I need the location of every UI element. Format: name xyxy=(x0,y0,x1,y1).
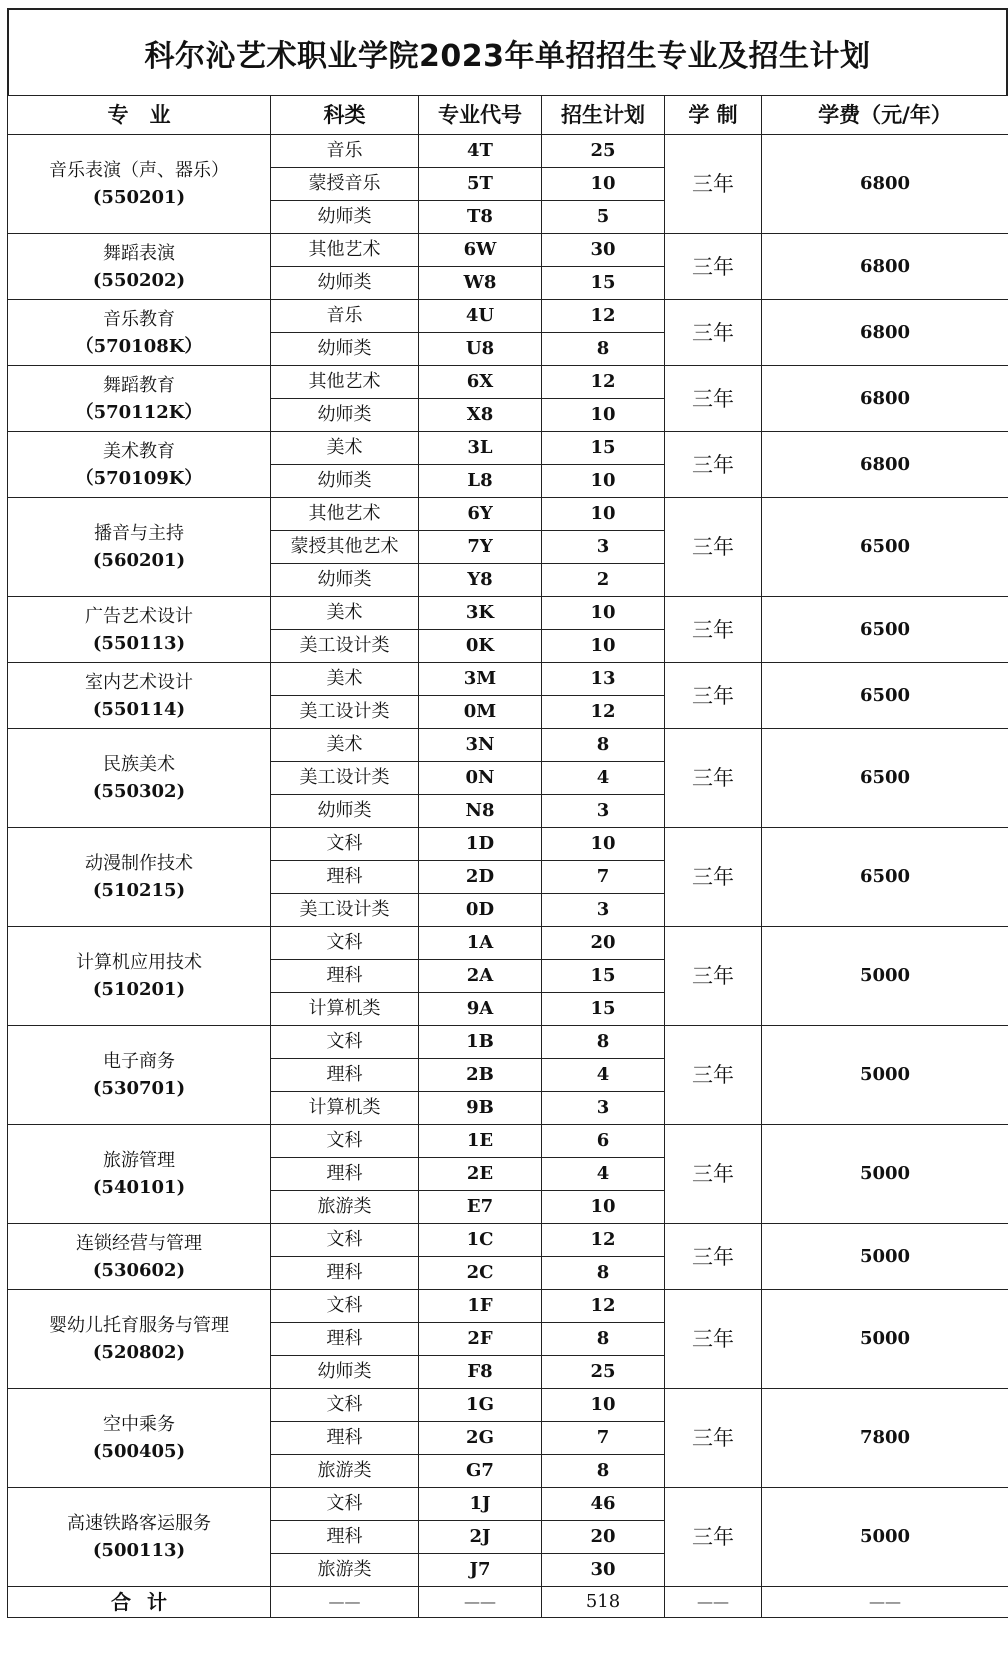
category-cell: 理科 xyxy=(271,1521,419,1554)
major-code-cell: 2C xyxy=(419,1257,542,1290)
major-name: 音乐表演（声、器乐） xyxy=(49,160,229,181)
category-cell: 蒙授音乐 xyxy=(271,168,419,201)
category-cell: 理科 xyxy=(271,1422,419,1455)
plan-cell: 12 xyxy=(542,1290,665,1323)
plan-cell: 8 xyxy=(542,333,665,366)
major-cell xyxy=(8,366,271,432)
total-tuition: —— xyxy=(762,1587,1008,1618)
major-name: 电子商务 xyxy=(103,1051,175,1072)
header-plan: 招生计划 xyxy=(542,96,665,135)
table-row xyxy=(8,135,1008,168)
major-name: 舞蹈表演 xyxy=(103,242,175,264)
tuition-cell: 6500 xyxy=(762,498,1008,597)
major-cell xyxy=(8,432,271,498)
category-cell: 理科 xyxy=(271,1323,419,1356)
plan-cell: 10 xyxy=(542,1191,665,1224)
category-cell: 文科 xyxy=(271,1026,419,1059)
plan-cell: 3 xyxy=(542,531,665,564)
major-code-cell: Y8 xyxy=(419,564,542,597)
plan-cell: 30 xyxy=(542,1554,665,1587)
major-code-number: （570108K） xyxy=(75,335,203,357)
plan-cell: 13 xyxy=(542,663,665,696)
category-cell: 幼师类 xyxy=(271,267,419,300)
table-row xyxy=(8,432,1008,465)
table-row xyxy=(8,300,1008,333)
table-row xyxy=(8,828,1008,861)
category-cell: 计算机类 xyxy=(271,1092,419,1125)
major-code-number: (550302) xyxy=(92,781,186,802)
plan-cell: 30 xyxy=(542,234,665,267)
plan-cell: 12 xyxy=(542,1224,665,1257)
major-cell xyxy=(8,498,271,597)
major-code-cell: 2J xyxy=(419,1521,542,1554)
major-cell xyxy=(8,828,271,927)
major-code-cell: 5T xyxy=(419,168,542,201)
category-cell: 计算机类 xyxy=(271,993,419,1026)
tuition-cell: 6800 xyxy=(762,300,1008,366)
duration-cell: 三年 xyxy=(665,432,762,498)
plan-cell: 46 xyxy=(542,1488,665,1521)
table-row xyxy=(8,234,1008,267)
plan-cell: 2 xyxy=(542,564,665,597)
major-code-cell: 2F xyxy=(419,1323,542,1356)
major-name: 动漫制作技术 xyxy=(85,853,193,874)
major-cell xyxy=(8,300,271,366)
duration-cell: 三年 xyxy=(665,1290,762,1389)
plan-cell: 10 xyxy=(542,1389,665,1422)
major-code-cell: 7Y xyxy=(419,531,542,564)
major-code-number: (550202) xyxy=(92,269,186,291)
major-cell xyxy=(8,1389,271,1488)
duration-cell: 三年 xyxy=(665,300,762,366)
category-cell: 幼师类 xyxy=(271,795,419,828)
plan-cell: 25 xyxy=(542,135,665,168)
tuition-cell: 6500 xyxy=(762,729,1008,828)
category-cell: 美术 xyxy=(271,432,419,465)
table-row xyxy=(8,1125,1008,1158)
total-label: 合计 xyxy=(8,1587,271,1618)
major-code-cell: 2E xyxy=(419,1158,542,1191)
plan-cell: 8 xyxy=(542,1455,665,1488)
major-code-cell: 3M xyxy=(419,663,542,696)
plan-cell: 5 xyxy=(542,201,665,234)
total-plan: 518 xyxy=(542,1587,665,1618)
major-name: 空中乘务 xyxy=(103,1414,175,1435)
header-tuition: 学费（元/年） xyxy=(762,96,1008,135)
major-name: 舞蹈教育 xyxy=(103,374,175,396)
major-code-cell: U8 xyxy=(419,333,542,366)
category-cell: 幼师类 xyxy=(271,465,419,498)
category-cell: 理科 xyxy=(271,1059,419,1092)
table-row xyxy=(8,366,1008,399)
major-code-cell: 2G xyxy=(419,1422,542,1455)
plan-cell: 10 xyxy=(542,597,665,630)
plan-cell: 8 xyxy=(542,1026,665,1059)
duration-cell: 三年 xyxy=(665,663,762,729)
plan-cell: 12 xyxy=(542,696,665,729)
plan-cell: 10 xyxy=(542,630,665,663)
duration-cell: 三年 xyxy=(665,1389,762,1488)
major-name: 民族美术 xyxy=(103,754,175,775)
total-duration: —— xyxy=(665,1587,762,1618)
category-cell: 音乐 xyxy=(271,300,419,333)
category-cell: 文科 xyxy=(271,927,419,960)
major-code-cell: 1B xyxy=(419,1026,542,1059)
tuition-cell: 7800 xyxy=(762,1389,1008,1488)
major-cell xyxy=(8,1125,271,1224)
plan-cell: 4 xyxy=(542,1059,665,1092)
major-name: 美术教育 xyxy=(103,440,175,462)
major-name: 高速铁路客运服务 xyxy=(67,1513,211,1534)
major-code-cell: N8 xyxy=(419,795,542,828)
duration-cell: 三年 xyxy=(665,1224,762,1290)
category-cell: 旅游类 xyxy=(271,1191,419,1224)
duration-cell: 三年 xyxy=(665,927,762,1026)
category-cell: 幼师类 xyxy=(271,333,419,366)
table-row xyxy=(8,1488,1008,1521)
plan-cell: 3 xyxy=(542,894,665,927)
major-code-cell: 1E xyxy=(419,1125,542,1158)
tuition-cell: 5000 xyxy=(762,1290,1008,1389)
header-major-code: 专业代号 xyxy=(419,96,542,135)
category-cell: 美术 xyxy=(271,663,419,696)
major-code-number: （570112K） xyxy=(75,401,203,423)
plan-cell: 3 xyxy=(542,1092,665,1125)
header-major: 专 业 xyxy=(8,96,271,135)
total-category: —— xyxy=(271,1587,419,1618)
major-code-number: (500405) xyxy=(92,1441,186,1462)
plan-cell: 15 xyxy=(542,960,665,993)
major-code-cell: 4T xyxy=(419,135,542,168)
major-code-number: (510201) xyxy=(92,979,186,1000)
major-code-cell: 9B xyxy=(419,1092,542,1125)
major-cell xyxy=(8,1488,271,1587)
major-code-cell: 2A xyxy=(419,960,542,993)
tuition-cell: 6800 xyxy=(762,135,1008,234)
plan-cell: 20 xyxy=(542,1521,665,1554)
major-name: 计算机应用技术 xyxy=(76,952,202,973)
tuition-cell: 6800 xyxy=(762,234,1008,300)
category-cell: 理科 xyxy=(271,1158,419,1191)
major-cell xyxy=(8,135,271,234)
major-code-cell: 0M xyxy=(419,696,542,729)
plan-cell: 10 xyxy=(542,168,665,201)
major-code-cell: 1D xyxy=(419,828,542,861)
major-code-cell: 4U xyxy=(419,300,542,333)
major-code-number: (550201) xyxy=(92,187,186,208)
category-cell: 文科 xyxy=(271,1125,419,1158)
category-cell: 幼师类 xyxy=(271,201,419,234)
table-row xyxy=(8,1290,1008,1323)
duration-cell: 三年 xyxy=(665,1125,762,1224)
major-code-number: (530701) xyxy=(92,1078,186,1099)
major-code-cell: 1G xyxy=(419,1389,542,1422)
major-code-cell: 6X xyxy=(419,366,542,399)
major-name: 连锁经营与管理 xyxy=(76,1232,202,1254)
enrollment-table xyxy=(7,95,1008,1618)
major-code-cell: X8 xyxy=(419,399,542,432)
major-code-cell: 1J xyxy=(419,1488,542,1521)
major-cell xyxy=(8,1290,271,1389)
table-header-row xyxy=(8,96,1008,135)
major-name: 旅游管理 xyxy=(103,1150,175,1171)
major-cell xyxy=(8,234,271,300)
table-row xyxy=(8,729,1008,762)
category-cell: 文科 xyxy=(271,1389,419,1422)
category-cell: 文科 xyxy=(271,828,419,861)
tuition-cell: 6500 xyxy=(762,663,1008,729)
major-code-number: （570109K） xyxy=(75,467,203,489)
category-cell: 美术 xyxy=(271,729,419,762)
category-cell: 音乐 xyxy=(271,135,419,168)
category-cell: 美工设计类 xyxy=(271,630,419,663)
tuition-cell: 6500 xyxy=(762,828,1008,927)
major-code-number: (560201) xyxy=(92,550,186,571)
major-code-cell: 3K xyxy=(419,597,542,630)
major-code-number: (550114) xyxy=(92,698,186,720)
plan-cell: 20 xyxy=(542,927,665,960)
plan-cell: 4 xyxy=(542,762,665,795)
duration-cell: 三年 xyxy=(665,234,762,300)
major-code-cell: F8 xyxy=(419,1356,542,1389)
category-cell: 幼师类 xyxy=(271,399,419,432)
plan-cell: 8 xyxy=(542,1257,665,1290)
category-cell: 美工设计类 xyxy=(271,894,419,927)
document-title: 科尔沁艺术职业学院2023年单招招生专业及招生计划 xyxy=(7,8,1008,95)
plan-cell: 3 xyxy=(542,795,665,828)
major-code-cell: 1C xyxy=(419,1224,542,1257)
major-code-cell: 0D xyxy=(419,894,542,927)
major-code-cell: 3L xyxy=(419,432,542,465)
duration-cell: 三年 xyxy=(665,1488,762,1587)
tuition-cell: 6500 xyxy=(762,597,1008,663)
plan-cell: 15 xyxy=(542,993,665,1026)
major-code-cell: 6W xyxy=(419,234,542,267)
major-name: 广告艺术设计 xyxy=(85,605,193,627)
major-code-number: (530602) xyxy=(92,1259,186,1281)
major-code-cell: G7 xyxy=(419,1455,542,1488)
duration-cell: 三年 xyxy=(665,366,762,432)
major-code-cell: 1F xyxy=(419,1290,542,1323)
duration-cell: 三年 xyxy=(665,828,762,927)
tuition-cell: 5000 xyxy=(762,927,1008,1026)
major-name: 婴幼儿托育服务与管理 xyxy=(49,1315,229,1336)
major-code-number: (550113) xyxy=(92,632,186,654)
header-category: 科类 xyxy=(271,96,419,135)
tuition-cell: 5000 xyxy=(762,1488,1008,1587)
category-cell: 其他艺术 xyxy=(271,498,419,531)
major-code-number: (540101) xyxy=(92,1177,186,1198)
major-cell xyxy=(8,729,271,828)
plan-cell: 10 xyxy=(542,498,665,531)
total-code: —— xyxy=(419,1587,542,1618)
major-code-cell: 2D xyxy=(419,861,542,894)
table-row xyxy=(8,1026,1008,1059)
category-cell: 幼师类 xyxy=(271,564,419,597)
category-cell: 幼师类 xyxy=(271,1356,419,1389)
category-cell: 旅游类 xyxy=(271,1455,419,1488)
major-code-cell: J7 xyxy=(419,1554,542,1587)
plan-cell: 15 xyxy=(542,267,665,300)
major-code-cell: T8 xyxy=(419,201,542,234)
table-row xyxy=(8,597,1008,630)
major-name: 音乐教育 xyxy=(103,308,175,330)
plan-cell: 12 xyxy=(542,300,665,333)
header-duration: 学 制 xyxy=(665,96,762,135)
major-cell xyxy=(8,1026,271,1125)
duration-cell: 三年 xyxy=(665,498,762,597)
category-cell: 美工设计类 xyxy=(271,762,419,795)
tuition-cell: 5000 xyxy=(762,1224,1008,1290)
major-code-cell: L8 xyxy=(419,465,542,498)
plan-cell: 8 xyxy=(542,729,665,762)
plan-cell: 10 xyxy=(542,399,665,432)
category-cell: 美工设计类 xyxy=(271,696,419,729)
category-cell: 理科 xyxy=(271,960,419,993)
table-row xyxy=(8,1224,1008,1257)
category-cell: 文科 xyxy=(271,1224,419,1257)
tuition-cell: 6800 xyxy=(762,432,1008,498)
plan-cell: 12 xyxy=(542,366,665,399)
plan-cell: 10 xyxy=(542,465,665,498)
table-row xyxy=(8,663,1008,696)
plan-cell: 7 xyxy=(542,861,665,894)
major-cell xyxy=(8,1224,271,1290)
category-cell: 文科 xyxy=(271,1488,419,1521)
major-code-cell: 2B xyxy=(419,1059,542,1092)
duration-cell: 三年 xyxy=(665,135,762,234)
major-code-cell: W8 xyxy=(419,267,542,300)
category-cell: 其他艺术 xyxy=(271,366,419,399)
tuition-cell: 5000 xyxy=(762,1125,1008,1224)
plan-cell: 8 xyxy=(542,1323,665,1356)
tuition-cell: 6800 xyxy=(762,366,1008,432)
duration-cell: 三年 xyxy=(665,1026,762,1125)
plan-cell: 10 xyxy=(542,828,665,861)
plan-cell: 4 xyxy=(542,1158,665,1191)
category-cell: 理科 xyxy=(271,861,419,894)
plan-cell: 15 xyxy=(542,432,665,465)
major-code-cell: 1A xyxy=(419,927,542,960)
major-name: 室内艺术设计 xyxy=(85,671,193,693)
major-cell xyxy=(8,597,271,663)
category-cell: 蒙授其他艺术 xyxy=(271,531,419,564)
category-cell: 美术 xyxy=(271,597,419,630)
plan-cell: 25 xyxy=(542,1356,665,1389)
major-cell xyxy=(8,927,271,1026)
table-row xyxy=(8,927,1008,960)
category-cell: 理科 xyxy=(271,1257,419,1290)
table-row xyxy=(8,498,1008,531)
tuition-cell: 5000 xyxy=(762,1026,1008,1125)
major-code-cell: E7 xyxy=(419,1191,542,1224)
category-cell: 文科 xyxy=(271,1290,419,1323)
major-code-number: (510215) xyxy=(92,880,186,901)
major-code-cell: 6Y xyxy=(419,498,542,531)
major-name: 播音与主持 xyxy=(94,523,184,544)
duration-cell: 三年 xyxy=(665,597,762,663)
major-code-cell: 0N xyxy=(419,762,542,795)
table-row xyxy=(8,1389,1008,1422)
category-cell: 其他艺术 xyxy=(271,234,419,267)
major-cell xyxy=(8,663,271,729)
plan-cell: 6 xyxy=(542,1125,665,1158)
major-code-cell: 3N xyxy=(419,729,542,762)
plan-cell: 7 xyxy=(542,1422,665,1455)
duration-cell: 三年 xyxy=(665,729,762,828)
major-code-cell: 9A xyxy=(419,993,542,1026)
major-code-cell: 0K xyxy=(419,630,542,663)
enrollment-plan-document xyxy=(7,8,1008,1618)
major-code-number: (520802) xyxy=(92,1342,186,1363)
major-code-number: (500113) xyxy=(92,1540,186,1561)
total-row xyxy=(8,1587,1008,1618)
category-cell: 旅游类 xyxy=(271,1554,419,1587)
